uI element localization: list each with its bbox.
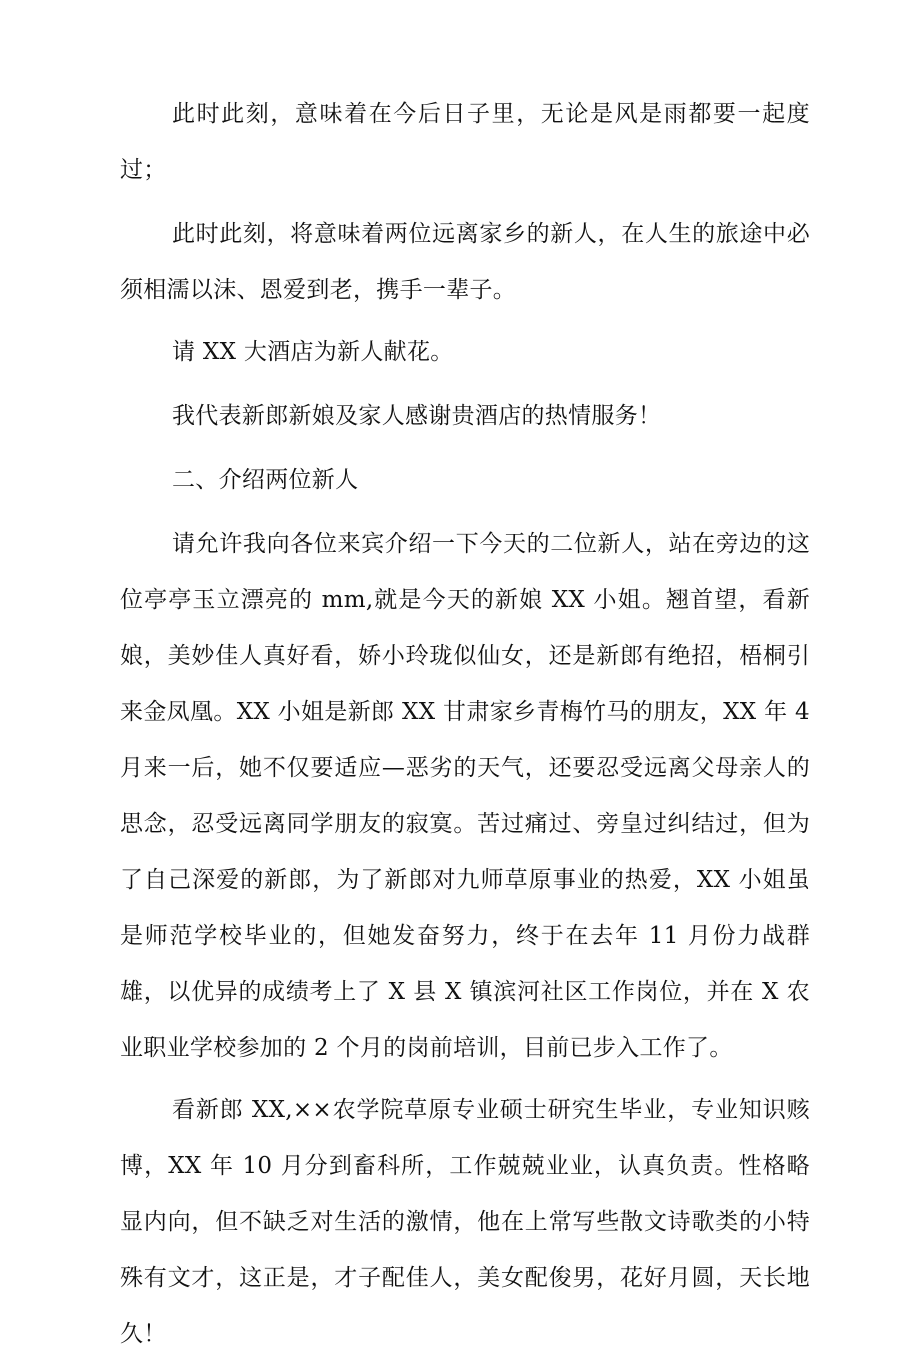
paragraph-introduce-groom: 看新郎 XX,××农学院草原专业硕士研究生毕业，专业知识赅博，XX 年 10 月分到畜科所，工作兢兢业业，认真负责。性格略显内向，但不缺乏对生活的激情，他在上常写些散文诗歌类的小特殊有文才，这正是，才子配佳人，美女配俊男，花好月圆，天长地久！ <box>120 1097 810 1347</box>
paragraph-weather-together: 此时此刻，意味着在今后日子里，无论是风是雨都要一起度过； <box>120 101 810 183</box>
paragraph-thanks-hotel: 我代表新郎新娘及家人感谢贵酒店的热情服务！ <box>172 403 662 429</box>
paragraph-introduce-bride: 请允许我向各位来宾介绍一下今天的二位新人，站在旁边的这位亭亭玉立漂亮的 mm,就是今天的新娘 XX 小姐。翘首望，看新娘，美妙佳人真好看，娇小玲珑似仙女，还是新郎有绝招，梧桐引来金凤凰。XX 小姐是新郎 XX 甘肃家乡青梅竹马的朋友，XX 年 4 月来一后，她不仅要适应—恶劣的天气，还要忍受远离父母亲人的思念，忍受远离同学朋友的寂寞。苦过痛过、旁皇过纠结过，但为了自己深爱的新郎，为了新郎对九师草原事业的热爱，XX 小姐虽是师范学校毕业的，但她发奋努力，终于在去年 11 月份力战群雄，以优异的成绩考上了 X 县 X 镇滨河社区工作岗位，并在 X 农业职业学校参加的 2 个月的岗前培训，目前已步入工作了。 <box>120 531 810 1061</box>
section-heading-introduce-couple: 二、介绍两位新人 <box>172 467 359 493</box>
paragraph-hotel-flowers: 请 XX 大酒店为新人献花。 <box>172 339 454 365</box>
document-body <box>120 86 810 1368</box>
paragraph-newlyweds-journey: 此时此刻，将意味着两位远离家乡的新人，在人生的旅途中必须相濡以沫、恩爱到老，携手一辈子。 <box>120 221 810 303</box>
